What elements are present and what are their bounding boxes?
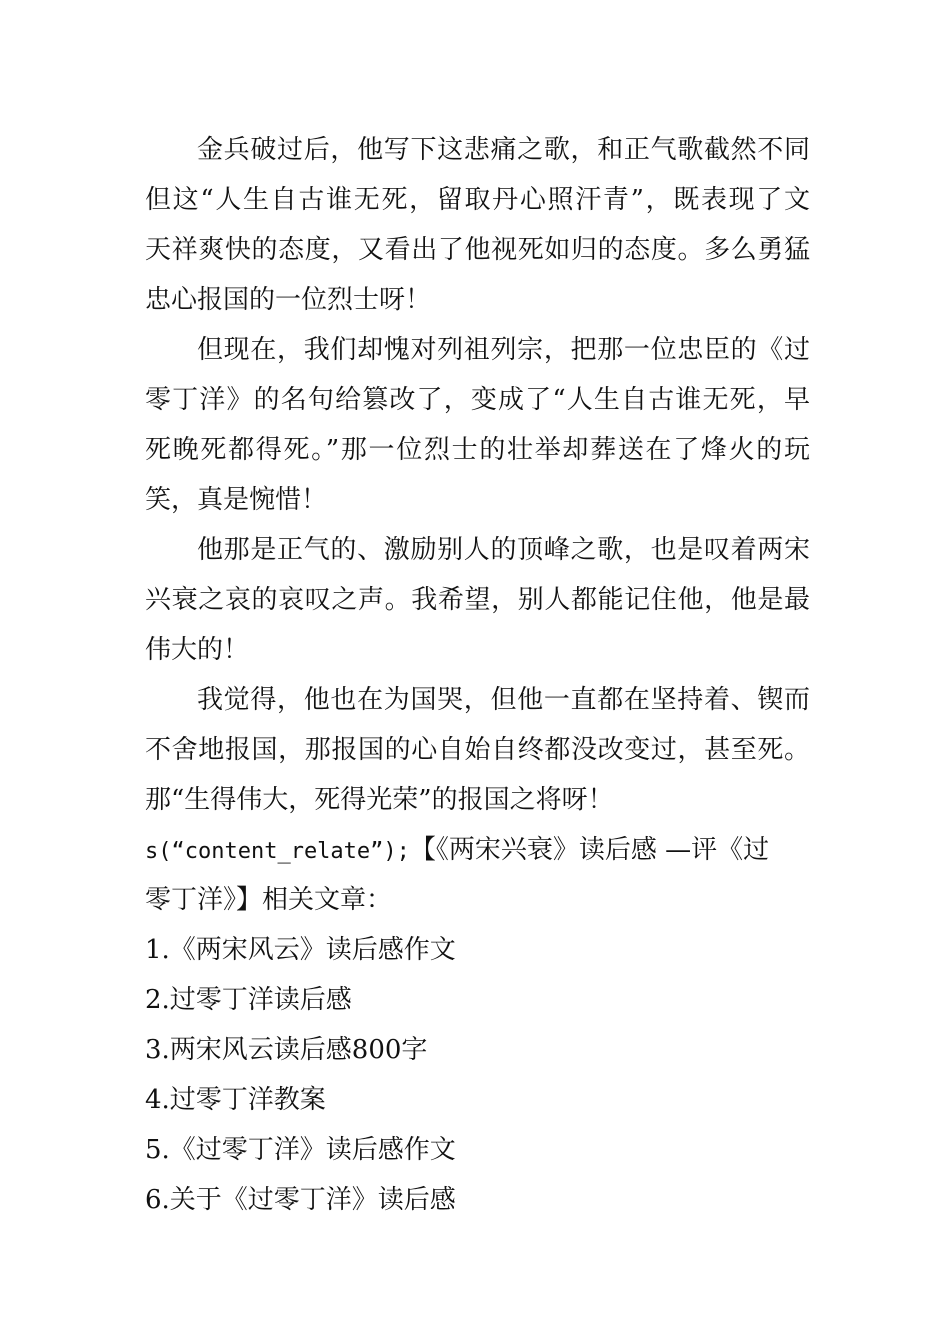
paragraph-2 (145, 325, 810, 525)
paragraph-3 (145, 525, 810, 675)
related-heading-line (145, 825, 810, 875)
paragraph-4 (145, 675, 810, 825)
related-article-link[interactable]: 4.过零丁洋教案 (145, 1085, 326, 1115)
paragraph-line: 伟大的！ (145, 635, 250, 665)
paragraph-line: 笑，真是惋惜！ (145, 485, 328, 515)
paragraph-line: 他那是正气的、激励别人的顶峰之歌，也是叹着两宋 (197, 535, 810, 565)
paragraph-line: 死晚死都得死。”那一位烈士的壮举却葬送在了烽火的玩 (145, 435, 810, 465)
paragraph-line: 我觉得，他也在为国哭，但他一直都在坚持着、锲而 (197, 685, 810, 715)
related-articles-header (145, 825, 810, 925)
paragraph-line: 兴衰之哀的哀叹之声。我希望，别人都能记住他，他是最 (145, 585, 810, 615)
paragraph-line: 金兵破过后，他写下这悲痛之歌，和正气歌截然不同 (197, 135, 810, 165)
paragraph-line: 忠心报国的一位烈士呀！ (145, 285, 432, 315)
code-snippet: s(“content_relate”); (145, 839, 410, 864)
related-article-link[interactable]: 2.过零丁洋读后感 (145, 985, 352, 1015)
paragraph-line: 不舍地报国，那报国的心自始自终都没改变过，甚至死。 (145, 735, 810, 765)
related-heading-text: 【《两宋兴衰》读后感 —评《过 (409, 835, 770, 865)
paragraph-line: 但现在，我们却愧对列祖列宗，把那一位忠臣的《过 (197, 335, 810, 365)
related-article-link[interactable]: 3.两宋风云读后感800字 (145, 1035, 428, 1065)
paragraph-line: 但这“人生自古谁无死，留取丹心照汗青”，既表现了文 (145, 185, 810, 215)
document-page (145, 125, 810, 1225)
related-article-link[interactable]: 6.关于《过零丁洋》读后感 (145, 1185, 456, 1215)
paragraph-line: 那“生得伟大，死得光荣”的报国之将呀！ (145, 785, 614, 815)
paragraph-line: 天祥爽快的态度，又看出了他视死如归的态度。多么勇猛 (145, 235, 810, 265)
related-article-link[interactable]: 1.《两宋风云》读后感作文 (145, 935, 456, 965)
related-articles-list (145, 925, 810, 1225)
paragraph-line: 零丁洋》的名句给篡改了，变成了“人生自古谁无死，早 (145, 385, 810, 415)
related-article-link[interactable]: 5.《过零丁洋》读后感作文 (145, 1135, 456, 1165)
paragraph-1 (145, 125, 810, 325)
related-heading-line: 零丁洋》】相关文章： (145, 885, 393, 915)
